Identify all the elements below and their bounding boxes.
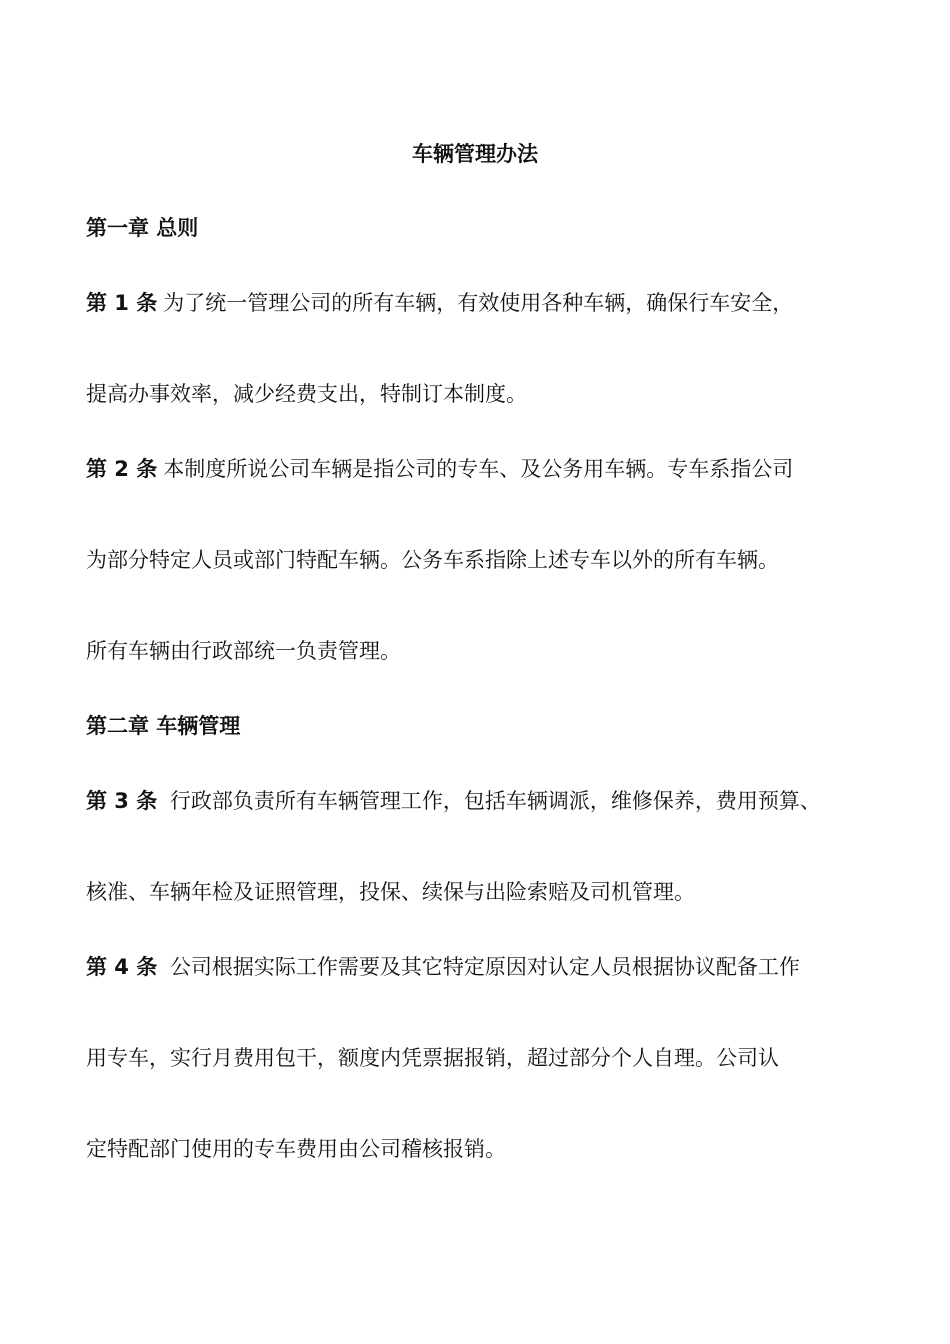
article-2-text-1: 本制度所说公司车辆是指公司的专车、及公务用车辆。专车系指公司 (163, 457, 794, 481)
article-4-line-1 (86, 952, 800, 982)
article-3-line-2: 核准、车辆年检及证照管理，投保、续保与出险索赔及司机管理。 (86, 880, 695, 904)
article-3-label: 第 3 条 (86, 789, 158, 813)
article-2-line-3: 所有车辆由行政部统一负责管理。 (86, 639, 401, 663)
article-1-label: 第 1 条 (86, 291, 158, 315)
article-1-line-2: 提高办事效率，减少经费支出，特制订本制度。 (86, 382, 527, 406)
chapter-1-heading: 第一章 总则 (86, 216, 199, 240)
article-3-text-1: 行政部负责所有车辆管理工作，包括车辆调派，维修保养，费用预算、 (163, 789, 821, 813)
article-2-line-1 (86, 454, 793, 484)
chapter-2-heading: 第二章 车辆管理 (86, 714, 241, 738)
article-4-label: 第 4 条 (86, 955, 158, 979)
article-3-line-1 (86, 786, 821, 816)
article-4-line-3: 定特配部门使用的专车费用由公司稽核报销。 (86, 1137, 506, 1161)
article-1-line-1 (86, 288, 793, 318)
article-2-line-2: 为部分特定人员或部门特配车辆。公务车系指除上述专车以外的所有车辆。 (86, 548, 779, 572)
document-title: 车辆管理办法 (412, 142, 538, 166)
article-4-text-1: 公司根据实际工作需要及其它特定原因对认定人员根据协议配备工作 (163, 955, 800, 979)
article-2-label: 第 2 条 (86, 457, 158, 481)
article-4-line-2: 用专车，实行月费用包干，额度内凭票据报销，超过部分个人自理。公司认 (86, 1046, 779, 1070)
article-1-text-1: 为了统一管理公司的所有车辆，有效使用各种车辆，确保行车安全， (163, 291, 794, 315)
